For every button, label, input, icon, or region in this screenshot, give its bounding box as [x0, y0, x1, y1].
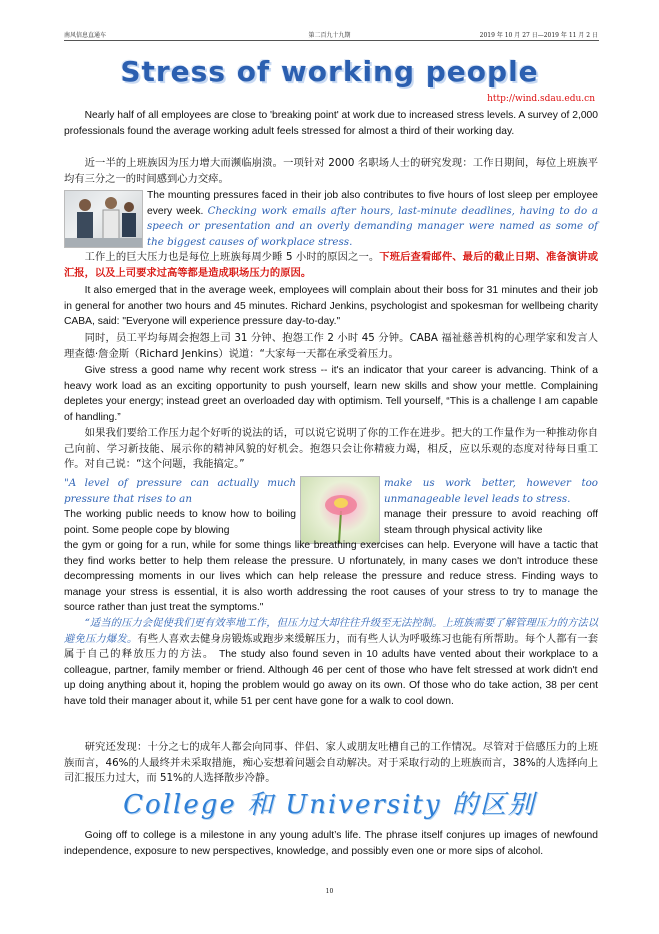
paragraph-5-right: manage their pressure to avoid reaching off steam through physical activity like	[384, 509, 598, 536]
paragraph-6-zh-quote: “适当的压力会促使我们更有效率地工作，但压力过大却往往升级至无法控制。上班族需要了解管理压力的方法以避免压力爆发。	[64, 617, 598, 645]
header-left: 南风信息直通车	[64, 32, 107, 39]
article-2-title: College 和 University 的区别	[123, 790, 536, 820]
paragraph-4-en: Give stress a good name why recent work stress -- it's an indicator that your career is advancing. Think of a heavy work load as an exciting opportunity to push yourself, learn new skills and show your mettle. Complaining depletes your energy; instead greet an overloaded day with optimism. Tell yourself, “This is a challenge I am capable of handling.”	[64, 365, 598, 423]
article-2-paragraph-1: Going off to college is a milestone in any young adult’s life. The phrase itself conjures up images of newfound independence, exposure to new perspectives, knowledge, and possibly even one or more sips of alcohol.	[64, 830, 598, 857]
flower-photo	[300, 476, 380, 544]
pull-quote-right: make us work better, however too unmanageable level leads to stress.	[384, 477, 598, 505]
paragraph-5-left: The working public needs to know how to boiling point. Some people cope by blowing	[64, 509, 296, 536]
paragraph-3-en: It also emerged that in the average week, employees will complain about their boss for 31 minutes and their job in general for another two hours and 45 minutes. Richard Jenkins, psychologist and spokesman for wellbeing charity CABA, said: "Everyone will experience pressure day-to-day."	[64, 285, 598, 328]
office-photo	[64, 190, 143, 248]
paragraph-1-zh: 近一半的上班族因为压力增大而濒临崩溃。一项针对 2000 名职场人士的研究发现：工作日期间，每位上班族平均有三分之一的时间感到心力交瘁。	[64, 157, 598, 185]
paragraph-2-zh-highlight: 下班后查看邮件、最后的截止日期、准备演讲或汇报，以及上司要求过高等都是造成职场压力的原因。	[64, 251, 598, 279]
header-divider	[64, 40, 599, 41]
paragraph-2-en: The mounting pressures faced in their job also contributes to five hours of lost sleep per employee every week.	[147, 190, 598, 217]
paragraph-6-en: The study also found seven in 10 adults have vented about their workplace to a colleague, partner, family member or friend. Although 46 per cent of those who have felt stressed at work didn't end up doing anything about it, hoping the problem would go away on its own. Of those who do take action, 38 per cent have told their manager about it, while 51 per cent have gone for a walk to cool down.	[64, 649, 598, 707]
paragraph-1-en: Nearly half of all employees are close to 'breaking point' at work due to increased stress levels. A survey of 2,000 professionals found the average working adult feels stressed for almost a third of their working day.	[64, 110, 598, 137]
paragraph-6-zh: 有些人喜欢去健身房锻炼或跑步来缓解压力，而有些人认为呼吸练习也能有所帮助。每个人都有一套属于自己的释放压力的方法。	[64, 632, 599, 661]
paragraph-5-rest: the gym or going for a run, while for some things like breathing exercises can help. Everyone will have a tactic that they find works better to help them release the pressure. U nfortunately, in many cases we don't introduce these decompressing moments in our lives which can help release the pressure and reduce stress. Finding ways to manage your stress is essential, it is also worth addressing the root causes of your stress to try to manage the source rather than just treat the symptoms."	[64, 540, 598, 614]
header-center: 第二百九十九期	[308, 32, 351, 39]
paragraph-4-zh: 如果我们要给工作压力起个好听的说法的话，可以说它说明了你的工作在进步。把大的工作量作为一种推动你自己向前、学习新技能、展示你的精神风貌的好机会。抱怨只会让你精疲力竭，相反，应以乐观的态度对待每日重工作。对自己说：“这个问题，我能搞定。”	[64, 427, 598, 471]
page-number: 10	[325, 888, 334, 895]
header-right: 2019 年 10 月 27 日—2019 年 11 月 2 日	[479, 32, 598, 39]
paragraph-2-quote: Checking work emails after hours, last-minute deadlines, having to do a speech or presentation and an overly demanding manager were named as some of the biggest causes of workplace stress.	[147, 204, 598, 248]
pull-quote-left: "A level of pressure can actually much pressure that rises to an	[64, 477, 296, 505]
paragraph-2-zh: 工作上的巨大压力也是每位上班族每周少睡 5 小时的原因之一。	[84, 251, 380, 263]
paragraph-7-zh: 研究还发现：十分之七的成年人都会向同事、伴侣、家人或朋友吐槽自己的工作情况。尽管对于倍感压力的上班族而言，46%的人最终并未采取措施，痴心妄想着问题会自动解决。对于采取行动的上班族而言，38%的人选择向上司汇报压力过大，而 51%的人选择散步冷静。	[64, 741, 598, 785]
paragraph-3-zh: 同时，员工平均每周会抱怨上司 31 分钟、抱怨工作 2 小时 45 分钟。CABA 福祉慈善机构的心理学家和发言人理查德·詹金斯（Richard Jenkins）说道：“大家每一天都在承受着压力。	[64, 332, 598, 360]
article-title: Stress of working people	[120, 55, 539, 88]
source-url[interactable]: http://wind.sdau.edu.cn	[487, 94, 595, 104]
